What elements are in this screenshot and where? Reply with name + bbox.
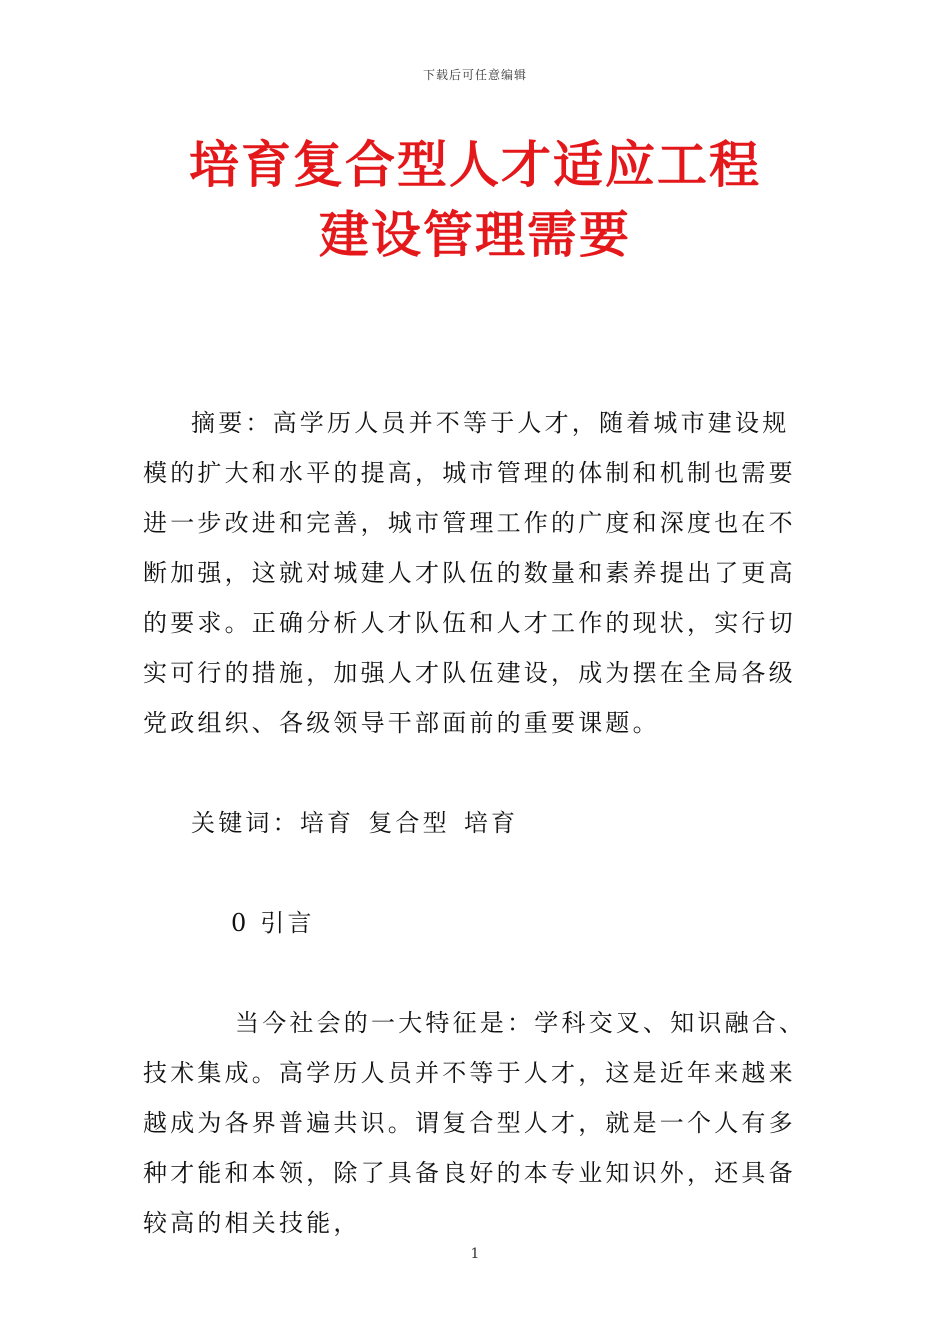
- abstract-paragraph: 摘要：高学历人员并不等于人才，随着城市建设规模的扩大和水平的提高，城市管理的体制和机制也需要进一步改进和完善，城市管理工作的广度和深度也在不断加强，这就对城建人才队伍的数量和素养提出了更高的要求。正确分析人才队伍和人才工作的现状，实行切实可行的措施，加强人才队伍建设，成为摆在全局各级党政组织、各级领导干部面前的重要课题。: [143, 409, 796, 737]
- section-heading: 0 引言: [231, 909, 315, 937]
- keyword-item: 培育: [299, 809, 355, 837]
- title-line-2: 建设管理需要: [319, 206, 631, 264]
- document-title: [100, 130, 850, 270]
- page-number: 1: [470, 1246, 480, 1262]
- body-paragraph: 当今社会的一大特征是：学科交叉、知识融合、技术集成。高学历人员并不等于人才，这是近年来越来越成为各界普遍共识。谓复合型人才，就是一个人有多种才能和本领，除了具备良好的本专业知识外，还具备较高的相关技能，: [143, 1009, 807, 1237]
- keywords-label: 关键词：: [191, 809, 300, 837]
- title-line-1: 培育复合型人才适应工程: [189, 136, 761, 194]
- header-note: 下载后可任意编辑: [422, 68, 527, 82]
- keyword-item: 培育: [463, 809, 519, 837]
- keywords-line: [191, 798, 857, 848]
- keyword-item: 复合型: [368, 809, 450, 837]
